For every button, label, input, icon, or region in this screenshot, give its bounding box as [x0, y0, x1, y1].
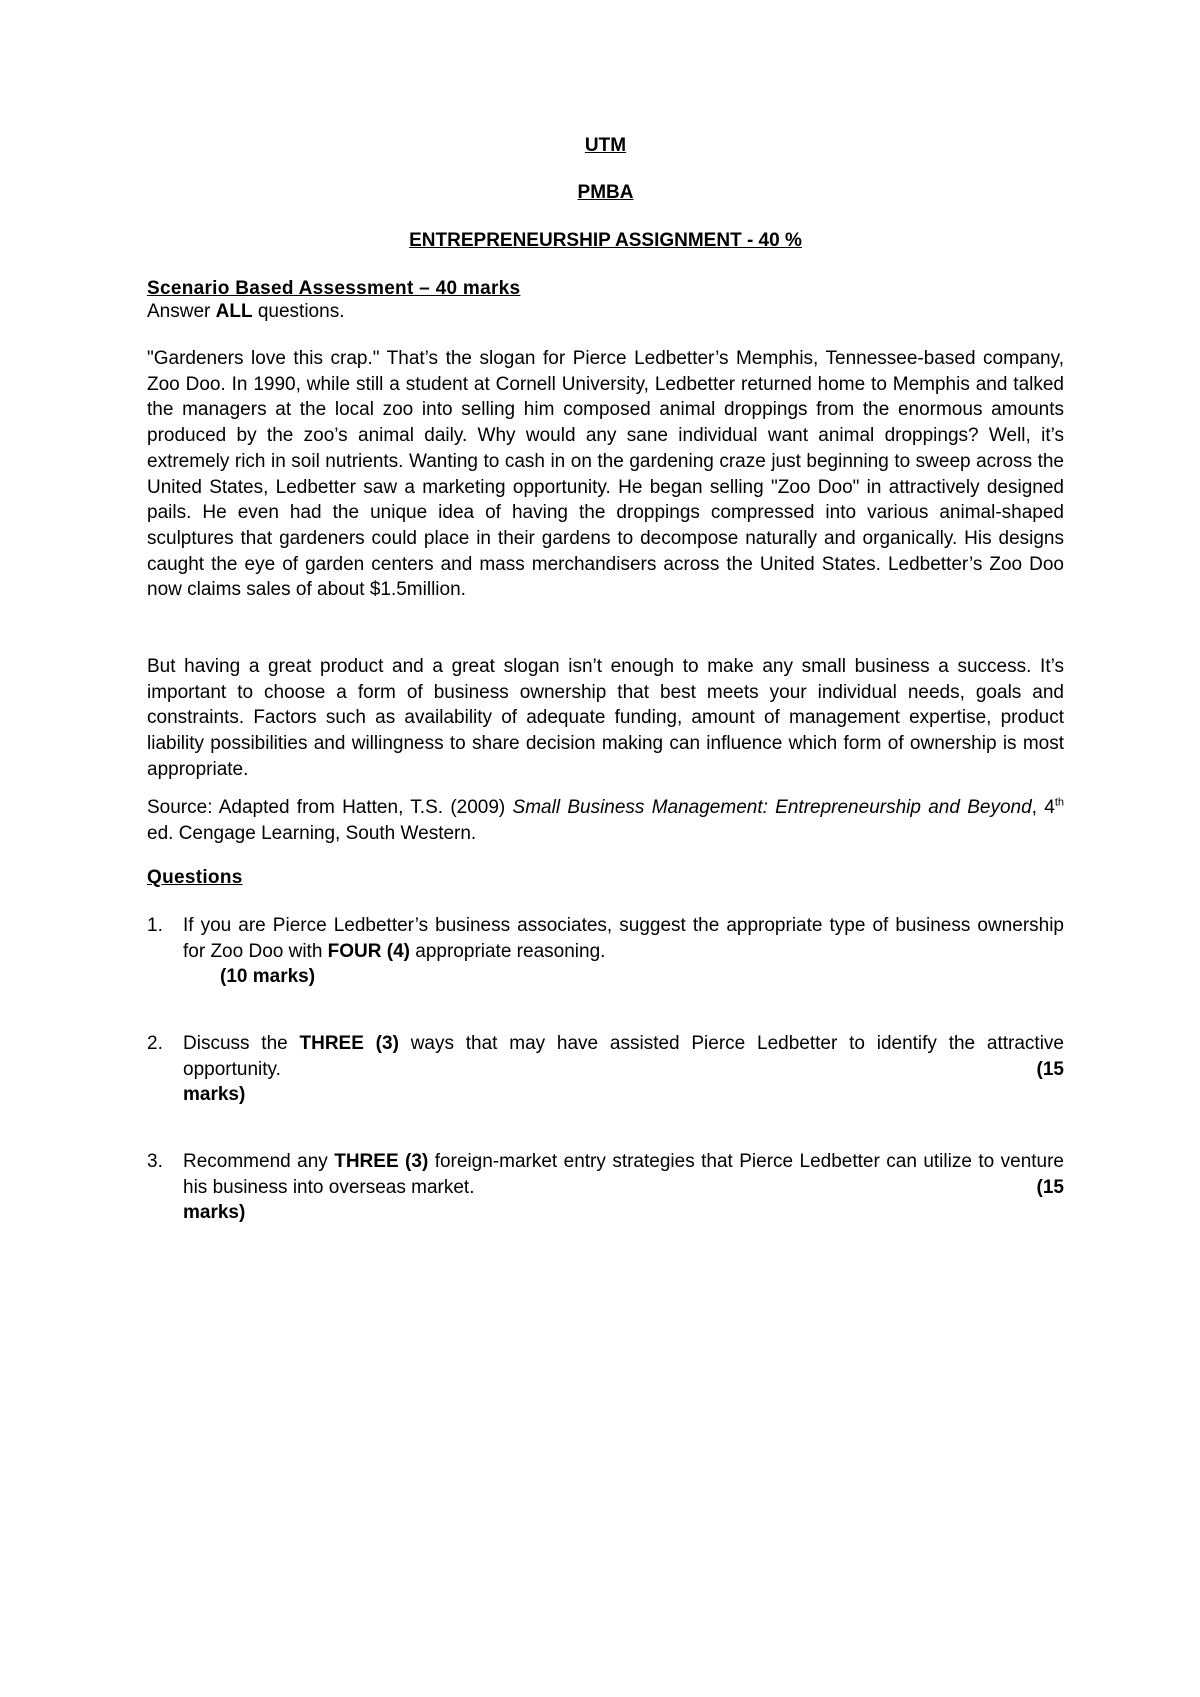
question-marks-open: (15: [1036, 1176, 1064, 1198]
document-page: [147, 0, 1064, 1697]
question-text: [183, 1149, 1064, 1226]
instruction-bold: ALL: [215, 301, 253, 322]
question-text: [183, 1031, 1064, 1108]
assignment-title: ENTREPRENEURSHIP ASSIGNMENT - 40 %: [409, 230, 802, 251]
source-superscript: th: [1054, 796, 1064, 809]
question-text-after: appropriate reasoning.: [410, 940, 606, 962]
question-marks: (10 marks): [220, 966, 316, 988]
question-bold: THREE (3): [334, 1151, 429, 1172]
institution-heading: UTM: [584, 135, 627, 156]
instruction-prefix: Answer: [147, 301, 216, 322]
source-title: Small Business Management: Entrepreneurship and Beyond: [512, 797, 1032, 818]
question-marks-open: (15: [1036, 1058, 1064, 1080]
question-text-before: Discuss the: [183, 1033, 300, 1054]
scenario-paragraph-1: "Gardeners love this crap." That’s the slogan for Pierce Ledbetter’s Memphis, Tennessee-based company, Zoo Doo. In 1990, while still a student at Cornell University, Ledbetter returned home to Memphis and talked the managers at the local zoo into selling him composed animal droppings from the enormous amounts produced by the zoo’s animal daily. Why would any sane individual want animal droppings? Well, it’s extremely rich in soil nutrients. Wanting to cash in on the gardening craze just beginning to sweep across the United States, Ledbetter saw a marketing opportunity. He began selling "Zoo Doo" in attractively designed pails. He even had the unique idea of having the droppings compressed into various animal-shaped sculptures that gardeners could place in their gardens to decompose naturally and organically. His designs caught the eye of garden centers and mass merchandisers across the United States. Ledbetter’s Zoo Doo now claims sales of about $1.5million.: [147, 348, 1064, 601]
source-comma: , 4: [1031, 797, 1055, 818]
questions-heading: Questions: [147, 867, 243, 888]
program-heading: PMBA: [577, 182, 634, 203]
instruction-line: [147, 300, 344, 324]
question-2: [147, 1031, 1064, 1111]
instruction-suffix: questions.: [252, 301, 345, 322]
question-text-before: Recommend any: [183, 1151, 335, 1172]
question-number: 1.: [147, 915, 163, 936]
question-1: [147, 913, 1064, 993]
question-bold: FOUR (4): [327, 940, 410, 962]
question-marks-close: marks): [183, 1202, 246, 1224]
source-suffix: ed. Cengage Learning, South Western.: [147, 822, 477, 844]
question-text-before: If you are Pierce Ledbetter’s business associates, suggest the appropriate type of business ownership for Zoo Doo with: [183, 915, 1064, 962]
question-number: 2.: [147, 1033, 163, 1054]
question-text-after: ways that may have assisted Pierce Ledbetter to identify the attractive opportunity.: [183, 1033, 1064, 1080]
scenario-paragraph-2: But having a great product and a great slogan isn’t enough to make any small business a success. It’s important to choose a form of business ownership that best meets your individual needs, goals and constraints. Factors such as availability of adequate funding, amount of management expertise, product liability possibilities and willingness to share decision making can influence which form of ownership is most appropriate.: [147, 656, 1064, 780]
question-3: [147, 1149, 1064, 1229]
question-text-after: foreign-market entry strategies that Pierce Ledbetter can utilize to venture his business into overseas market.: [183, 1151, 1064, 1198]
question-bold: THREE (3): [299, 1033, 399, 1054]
question-text: [183, 913, 1064, 990]
source-citation: [147, 795, 1064, 846]
assessment-title: Scenario Based Assessment – 40 marks: [147, 278, 521, 299]
source-prefix: Source: Adapted from Hatten, T.S. (2009): [147, 797, 513, 818]
question-marks-close: marks): [183, 1084, 246, 1106]
question-number: 3.: [147, 1151, 163, 1172]
